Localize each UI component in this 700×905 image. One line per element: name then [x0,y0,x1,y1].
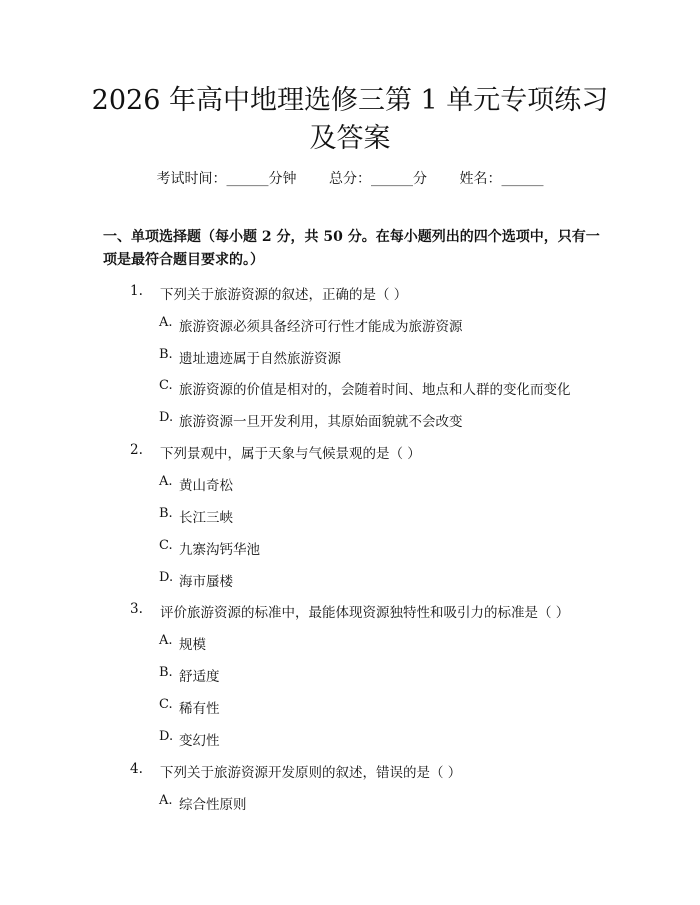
option-text: 舒适度 [179,669,220,685]
option-letter: A. [159,633,173,648]
page-title: 2026 年高中地理选修三第 1 单元专项练习及答案 [91,85,609,154]
question-number: 1. [130,283,143,299]
student-name-field: 姓名：______ [459,171,544,187]
question-number: 2. [130,442,143,458]
option-text: 长江三峡 [179,510,233,526]
option-letter: C. [159,538,173,553]
question-number: 3. [130,601,143,617]
option-text: 稀有性 [179,701,220,717]
option-letter: D. [159,570,174,585]
option-text: 变幻性 [179,733,220,749]
question-text: 下列关于旅游资源开发原则的叙述，错误的是（ ） [160,765,462,781]
option-letter: A. [159,474,173,489]
option-letter: D. [159,410,174,425]
option-letter: D. [159,729,174,744]
question-text: 下列景观中，属于天象与气候景观的是（ ） [160,446,421,462]
option-letter: A. [159,315,173,330]
option-text: 旅游资源的价值是相对的，会随着时间、地点和人群的变化而变化 [179,382,571,398]
question-text: 评价旅游资源的标准中，最能体现资源独特性和吸引力的标准是（ ） [160,605,570,621]
option-text: 旅游资源必须具备经济可行性才能成为旅游资源 [179,319,463,335]
option-letter: B. [159,665,173,680]
option-text: 规模 [179,637,206,653]
option-text: 九寨沟钙华池 [179,542,260,558]
option-text: 海市蜃楼 [179,574,233,590]
option-letter: B. [159,347,173,362]
option-text: 遗址遗迹属于自然旅游资源 [179,351,341,367]
question-text: 下列关于旅游资源的叙述，正确的是（ ） [160,287,408,303]
question-number: 4. [130,761,143,777]
option-letter: B. [159,506,173,521]
option-text: 旅游资源一旦开发利用，其原始面貌就不会改变 [179,414,463,430]
exam-info-line [0,168,700,188]
option-letter: C. [159,378,173,393]
option-letter: C. [159,697,173,712]
option-text: 黄山奇松 [179,478,233,494]
option-text: 综合性原则 [179,797,247,813]
section-heading: 一、单项选择题（每小题 2 分，共 50 分。在每小题列出的四个选项中，只有一项是最符合题目要求的。） [103,229,600,268]
total-score-field: 总分：______分 [329,171,427,187]
exam-time-field: 考试时间：______分钟 [156,171,297,187]
option-letter: A. [159,793,173,808]
